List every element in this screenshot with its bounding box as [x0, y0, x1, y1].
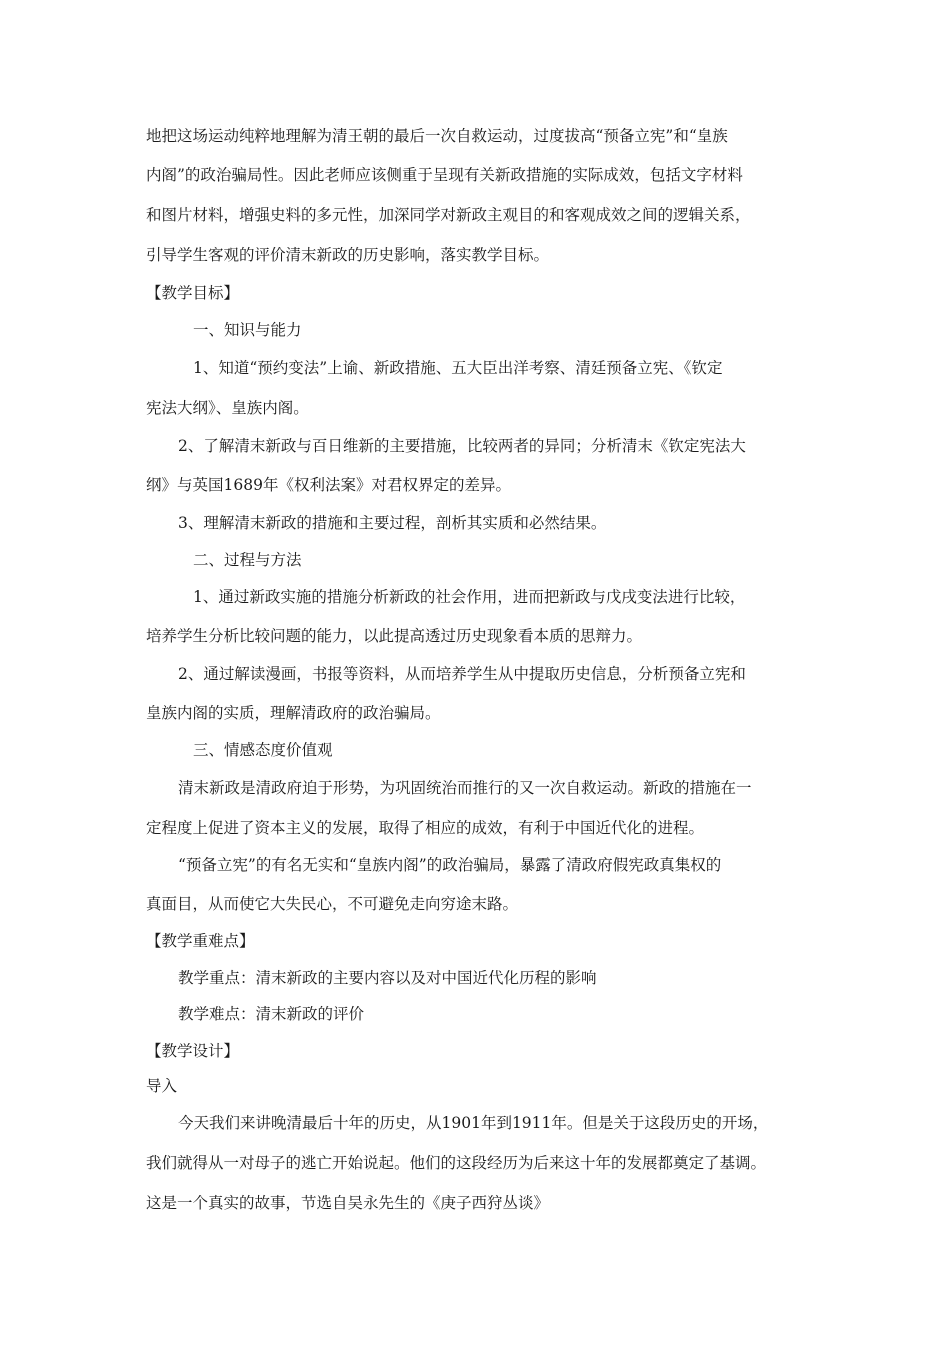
paragraph-line: 引导学生客观的评价清末新政的历史影响，落实教学目标。 [146, 246, 550, 264]
paragraph-line: 1、知道“预约变法”上谕、新政措施、五大臣出洋考察、清廷预备立宪、《钦定 [193, 359, 723, 377]
subheading-process: 二、过程与方法 [193, 551, 302, 569]
paragraph-line: 宪法大纲》、皇族内阁。 [146, 399, 309, 417]
paragraph-line: 教学重点：清末新政的主要内容以及对中国近代化历程的影响 [178, 969, 597, 987]
section-heading-design: 【教学设计】 [146, 1042, 240, 1060]
paragraph-line: 内阁”的政治骗局性。因此老师应该侧重于呈现有关新政措施的实际成效，包括文字材料 [146, 166, 743, 184]
paragraph-line: 今天我们来讲晚清最后十年的历史，从1901年到1911年。但是关于这段历史的开场， [178, 1114, 769, 1132]
paragraph-line: 3、理解清末新政的措施和主要过程，剖析其实质和必然结果。 [178, 514, 607, 532]
subheading-intro: 导入 [146, 1077, 178, 1095]
section-heading-key-points: 【教学重难点】 [146, 932, 255, 950]
paragraph-line: 纲》与英国1689年《权利法案》对君权界定的差异。 [146, 476, 511, 494]
paragraph-line: 培养学生分析比较问题的能力，以此提高透过历史现象看本质的思辩力。 [146, 627, 643, 645]
paragraph-line: 2、通过解读漫画，书报等资料，从而培养学生从中提取历史信息，分析预备立宪和 [178, 665, 746, 683]
paragraph-line: 2、了解清末新政与百日维新的主要措施，比较两者的异同；分析清末《钦定宪法大 [178, 437, 746, 455]
paragraph-line: 定程度上促进了资本主义的发展，取得了相应的成效，有利于中国近代化的进程。 [146, 819, 705, 837]
paragraph-line: 真面目，从而使它大失民心，不可避免走向穷途末路。 [146, 895, 519, 913]
paragraph-line: “预备立宪”的有名无实和“皇族内阁”的政治骗局，暴露了清政府假宪政真集权的 [178, 856, 722, 874]
subheading-knowledge: 一、知识与能力 [193, 321, 302, 339]
paragraph-line: 1、通过新政实施的措施分析新政的社会作用，进而把新政与戊戌变法进行比较， [193, 588, 746, 606]
paragraph-line: 教学难点：清末新政的评价 [178, 1005, 365, 1023]
paragraph-line: 皇族内阁的实质，理解清政府的政治骗局。 [146, 704, 441, 722]
subheading-values: 三、情感态度价值观 [193, 741, 333, 759]
paragraph-line: 这是一个真实的故事，节选自吴永先生的《庚子西狩丛谈》 [146, 1194, 550, 1212]
paragraph-line: 地把这场运动纯粹地理解为清王朝的最后一次自救运动，过度拔高“预备立宪”和“皇族 [146, 127, 728, 145]
section-heading-teaching-goals: 【教学目标】 [146, 284, 240, 302]
paragraph-line: 我们就得从一对母子的逃亡开始说起。他们的这段经历为后来这十年的发展都奠定了基调。 [146, 1154, 767, 1172]
paragraph-line: 清末新政是清政府迫于形势，为巩固统治而推行的又一次自救运动。新政的措施在一 [178, 779, 752, 797]
paragraph-line: 和图片材料，增强史料的多元性，加深同学对新政主观目的和客观成效之间的逻辑关系， [146, 206, 751, 224]
